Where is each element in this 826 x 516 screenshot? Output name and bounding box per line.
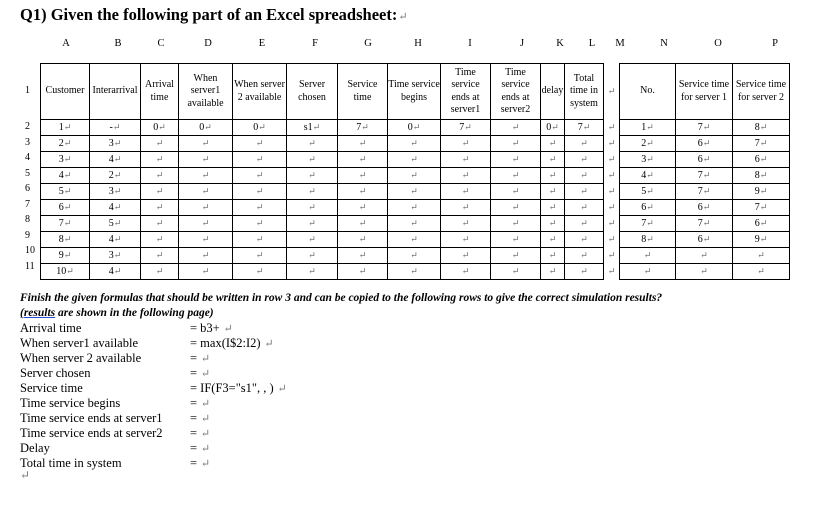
cell-g[interactable]: ↵ (338, 184, 388, 200)
row-number: 5 (25, 167, 30, 179)
cell-k[interactable]: 0↵ (541, 120, 565, 136)
cell-n[interactable]: 5↵ (620, 184, 676, 200)
cell-e[interactable]: ↵ (233, 136, 287, 152)
cell-o[interactable]: 7↵ (676, 216, 733, 232)
cell-g[interactable]: ↵ (338, 216, 388, 232)
cell-p[interactable]: 8↵ (733, 120, 790, 136)
cell-g[interactable]: 7↵ (338, 120, 388, 136)
cell-p[interactable]: 6↵ (733, 216, 790, 232)
cell-f[interactable]: ↵ (287, 216, 338, 232)
cell-j[interactable]: ↵ (491, 184, 541, 200)
row-number: 1 (25, 85, 30, 96)
cell-e[interactable]: ↵ (233, 152, 287, 168)
separator-cell: ↵ (604, 216, 620, 232)
header-server1-available: When server1 available (179, 64, 233, 120)
cell-j[interactable]: ↵ (491, 216, 541, 232)
table-row (41, 232, 790, 248)
row-number: 6 (25, 183, 30, 194)
cell-l[interactable]: ↵ (565, 152, 604, 168)
cell-p[interactable]: 6↵ (733, 152, 790, 168)
cell-p[interactable]: 8↵ (733, 168, 790, 184)
cell-b[interactable]: 5↵ (90, 216, 141, 232)
formula-value[interactable]: = ↵ (190, 396, 211, 410)
cell-j[interactable]: ↵ (491, 264, 541, 280)
cell-c[interactable]: ↵ (141, 264, 179, 280)
cell-i[interactable]: ↵ (441, 216, 491, 232)
cell-o[interactable]: 6↵ (676, 136, 733, 152)
separator-cell: ↵ (604, 136, 620, 152)
cell-h[interactable]: ↵ (388, 232, 441, 248)
cell-b[interactable]: 3↵ (90, 136, 141, 152)
cell-f[interactable]: ↵ (287, 136, 338, 152)
cell-i[interactable]: ↵ (441, 152, 491, 168)
question-text: Finish the given formulas that should be written in row 3 and can be copied to the following rows to give the correct simulation results? (results are shown in the following page) (20, 292, 663, 319)
cell-l[interactable]: 7↵ (565, 120, 604, 136)
cell-i[interactable]: ↵ (441, 184, 491, 200)
cell-i[interactable]: ↵ (441, 136, 491, 152)
cell-k[interactable]: ↵ (541, 232, 565, 248)
cell-i[interactable]: 7↵ (441, 120, 491, 136)
cell-d[interactable]: ↵ (179, 152, 233, 168)
table-row (41, 216, 790, 232)
separator-cell: ↵ (604, 248, 620, 264)
cell-l[interactable]: ↵ (565, 184, 604, 200)
cell-d[interactable]: ↵ (179, 248, 233, 264)
cell-d[interactable]: ↵ (179, 216, 233, 232)
cell-o[interactable]: 6↵ (676, 232, 733, 248)
header-row (41, 64, 790, 120)
cell-n[interactable]: 8↵ (620, 232, 676, 248)
cell-e[interactable]: 0↵ (233, 120, 287, 136)
cell-a[interactable]: 1↵ (41, 120, 90, 136)
cell-k[interactable]: ↵ (541, 216, 565, 232)
header-ends-server1: Time service ends at server1 (441, 64, 491, 120)
separator-cell: ↵ (604, 232, 620, 248)
cell-d[interactable]: ↵ (179, 136, 233, 152)
cell-j[interactable]: ↵ (491, 248, 541, 264)
row-number: 4 (25, 152, 30, 163)
cell-e[interactable]: ↵ (233, 184, 287, 200)
table-row (41, 264, 790, 280)
cell-j[interactable]: ↵ (491, 136, 541, 152)
column-letter: A (62, 38, 70, 49)
separator-cell: ↵ (604, 120, 620, 136)
cell-b[interactable]: 4↵ (90, 200, 141, 216)
table-row (41, 136, 790, 152)
cell-e[interactable]: ↵ (233, 200, 287, 216)
cell-a[interactable]: 10↵ (41, 264, 90, 280)
cell-l[interactable]: ↵ (565, 216, 604, 232)
cell-e[interactable]: ↵ (233, 232, 287, 248)
cell-n[interactable]: 7↵ (620, 216, 676, 232)
row-number: 7 (25, 198, 30, 210)
formula-label: Server chosen (20, 366, 91, 380)
cell-n[interactable]: 2↵ (620, 136, 676, 152)
cell-b[interactable]: 3↵ (90, 184, 141, 200)
cell-o[interactable]: ↵ (676, 264, 733, 280)
header-server2-available: When server 2 available (233, 64, 287, 120)
formula-value[interactable]: = ↵ (190, 426, 211, 440)
cell-l[interactable]: ↵ (565, 200, 604, 216)
cell-b[interactable]: 4↵ (90, 264, 141, 280)
row-number: 8 (25, 214, 30, 225)
cell-l[interactable]: ↵ (565, 136, 604, 152)
cell-f[interactable]: ↵ (287, 152, 338, 168)
cell-h[interactable]: ↵ (388, 184, 441, 200)
row-number: 9 (25, 229, 30, 241)
cell-l[interactable]: ↵ (565, 248, 604, 264)
cell-b[interactable]: 3↵ (90, 248, 141, 264)
separator-cell: ↵ (604, 264, 620, 280)
row-number: 2 (25, 121, 30, 132)
cell-d[interactable]: ↵ (179, 232, 233, 248)
formula-label: Time service begins (20, 396, 121, 410)
cell-a[interactable]: 7↵ (41, 216, 90, 232)
paragraph-mark: ↵ (20, 468, 31, 482)
column-letter: M (615, 38, 625, 49)
cell-n[interactable]: 6↵ (620, 200, 676, 216)
cell-l[interactable]: ↵ (565, 232, 604, 248)
cell-f[interactable]: ↵ (287, 168, 338, 184)
cell-a[interactable]: 3↵ (41, 152, 90, 168)
cell-f[interactable]: ↵ (287, 232, 338, 248)
column-letter: C (157, 38, 165, 49)
cell-c[interactable]: 0↵ (141, 120, 179, 136)
cell-a[interactable]: 5↵ (41, 184, 90, 200)
table-row (41, 152, 790, 168)
cell-p[interactable]: 7↵ (733, 136, 790, 152)
formula-value[interactable]: = IF(F3="s1", , ) ↵ (190, 381, 287, 395)
formula-value[interactable]: = ↵ (190, 456, 211, 470)
cell-b[interactable]: -↵ (90, 120, 141, 136)
column-letter: E (258, 38, 266, 49)
cell-c[interactable]: ↵ (141, 184, 179, 200)
formula-value[interactable]: = max(I$2:I2) ↵ (190, 336, 274, 350)
cell-a[interactable]: 8↵ (41, 232, 90, 248)
formula-value[interactable]: = ↵ (190, 441, 211, 455)
page-title: Q1) Given the following part of an Excel spreadsheet:↵ (20, 5, 408, 24)
cell-a[interactable]: 4↵ (41, 168, 90, 184)
spreadsheet-table (40, 63, 790, 280)
header-service-time-s2: Service time for server 2 (733, 64, 790, 120)
cell-b[interactable]: 2↵ (90, 168, 141, 184)
column-letter: L (588, 38, 596, 49)
cell-f[interactable]: s1↵ (287, 120, 338, 136)
cell-a[interactable]: 6↵ (41, 200, 90, 216)
formula-value[interactable]: = ↵ (190, 366, 211, 380)
cell-k[interactable]: ↵ (541, 248, 565, 264)
cell-f[interactable]: ↵ (287, 184, 338, 200)
cell-g[interactable]: ↵ (338, 136, 388, 152)
cell-h[interactable]: ↵ (388, 168, 441, 184)
header-server-chosen: Server chosen (287, 64, 338, 120)
formula-value[interactable]: = ↵ (190, 411, 211, 425)
formula-value[interactable]: = ↵ (190, 351, 211, 365)
formula-label: When server1 available (20, 336, 138, 350)
cell-f[interactable]: ↵ (287, 200, 338, 216)
cell-n[interactable]: 1↵ (620, 120, 676, 136)
cell-i[interactable]: ↵ (441, 168, 491, 184)
cell-d[interactable]: 0↵ (179, 120, 233, 136)
table-row (41, 200, 790, 216)
cell-j[interactable]: ↵ (491, 200, 541, 216)
cell-n[interactable]: ↵ (620, 264, 676, 280)
cell-h[interactable]: ↵ (388, 136, 441, 152)
table-row (41, 168, 790, 184)
cell-e[interactable]: ↵ (233, 168, 287, 184)
header-service-time-s1: Service time for server 1 (676, 64, 733, 120)
separator-cell: ↵ (604, 152, 620, 168)
cell-g[interactable]: ↵ (338, 264, 388, 280)
cell-h[interactable]: 0↵ (388, 120, 441, 136)
cell-j[interactable]: ↵ (491, 152, 541, 168)
formula-label: Time service ends at server1 (20, 411, 163, 425)
cell-n[interactable]: 4↵ (620, 168, 676, 184)
cell-e[interactable]: ↵ (233, 248, 287, 264)
cell-a[interactable]: 2↵ (41, 136, 90, 152)
cell-c[interactable]: ↵ (141, 136, 179, 152)
formula-label: Service time (20, 381, 83, 395)
cell-g[interactable]: ↵ (338, 248, 388, 264)
row-number: 11 (25, 260, 35, 272)
cell-f[interactable]: ↵ (287, 248, 338, 264)
table-row (41, 248, 790, 264)
row-number: 10 (25, 245, 35, 256)
column-letter: P (772, 38, 778, 49)
header-service-time: Service time (338, 64, 388, 120)
cell-o[interactable]: 7↵ (676, 168, 733, 184)
cell-p[interactable]: ↵ (733, 248, 790, 264)
cell-k[interactable]: ↵ (541, 184, 565, 200)
separator-cell: ↵ (604, 184, 620, 200)
cell-l[interactable]: ↵ (565, 168, 604, 184)
separator-column: ↵ (604, 64, 620, 120)
column-letter: O (714, 38, 722, 49)
column-letter: D (204, 38, 212, 49)
cell-i[interactable]: ↵ (441, 200, 491, 216)
cell-j[interactable]: ↵ (491, 168, 541, 184)
cell-p[interactable]: 9↵ (733, 232, 790, 248)
cell-d[interactable]: ↵ (179, 264, 233, 280)
column-letter-row (0, 38, 826, 52)
header-delay: delay (541, 64, 565, 120)
cell-p[interactable]: 7↵ (733, 200, 790, 216)
cell-o[interactable]: ↵ (676, 248, 733, 264)
column-letter: G (364, 38, 372, 49)
cell-c[interactable]: ↵ (141, 200, 179, 216)
cell-l[interactable]: ↵ (565, 264, 604, 280)
separator-cell: ↵ (604, 200, 620, 216)
formula-label: Arrival time (20, 321, 82, 335)
cell-d[interactable]: ↵ (179, 184, 233, 200)
cell-g[interactable]: ↵ (338, 232, 388, 248)
cell-o[interactable]: 6↵ (676, 200, 733, 216)
cell-k[interactable]: ↵ (541, 136, 565, 152)
cell-c[interactable]: ↵ (141, 152, 179, 168)
column-letter: I (468, 38, 472, 49)
header-no: No. (620, 64, 676, 120)
cell-h[interactable]: ↵ (388, 216, 441, 232)
cell-i[interactable]: ↵ (441, 248, 491, 264)
formula-value[interactable]: = b3+ ↵ (190, 321, 233, 335)
cell-o[interactable]: 6↵ (676, 152, 733, 168)
cell-n[interactable]: 3↵ (620, 152, 676, 168)
results-link-text: (results (20, 307, 56, 319)
header-interarrival: Interarrival (90, 64, 141, 120)
cell-o[interactable]: 7↵ (676, 184, 733, 200)
header-total-time: Total time in system (565, 64, 604, 120)
column-letter: H (414, 38, 422, 49)
cell-f[interactable]: ↵ (287, 264, 338, 280)
formula-label: Delay (20, 441, 50, 455)
cell-p[interactable]: 9↵ (733, 184, 790, 200)
cell-k[interactable]: ↵ (541, 200, 565, 216)
column-letter: K (556, 38, 564, 49)
column-letter: B (114, 38, 122, 49)
cell-g[interactable]: ↵ (338, 168, 388, 184)
cell-d[interactable]: ↵ (179, 200, 233, 216)
table-row (41, 120, 790, 136)
cell-c[interactable]: ↵ (141, 168, 179, 184)
separator-cell: ↵ (604, 168, 620, 184)
row-number: 3 (25, 136, 30, 148)
table-row (41, 184, 790, 200)
cell-i[interactable]: ↵ (441, 264, 491, 280)
cell-d[interactable]: ↵ (179, 168, 233, 184)
cell-g[interactable]: ↵ (338, 200, 388, 216)
formula-label: Time service ends at server2 (20, 426, 163, 440)
cell-b[interactable]: 4↵ (90, 152, 141, 168)
column-letter: J (519, 38, 525, 49)
cell-j[interactable]: ↵ (491, 232, 541, 248)
cell-k[interactable]: ↵ (541, 152, 565, 168)
cell-c[interactable]: ↵ (141, 232, 179, 248)
cell-g[interactable]: ↵ (338, 152, 388, 168)
cell-j[interactable]: ↵ (491, 120, 541, 136)
formula-label: Total time in system (20, 456, 122, 470)
cell-n[interactable]: ↵ (620, 248, 676, 264)
formula-label: When server 2 available (20, 351, 142, 365)
header-customer: Customer (41, 64, 90, 120)
cell-h[interactable]: ↵ (388, 248, 441, 264)
cell-c[interactable]: ↵ (141, 248, 179, 264)
cell-c[interactable]: ↵ (141, 216, 179, 232)
cell-k[interactable]: ↵ (541, 264, 565, 280)
cell-h[interactable]: ↵ (388, 264, 441, 280)
header-arrival-time: Arrival time (141, 64, 179, 120)
column-letter: N (660, 38, 668, 49)
cell-b[interactable]: 4↵ (90, 232, 141, 248)
cell-h[interactable]: ↵ (388, 200, 441, 216)
cell-p[interactable]: ↵ (733, 264, 790, 280)
cell-i[interactable]: ↵ (441, 232, 491, 248)
cell-k[interactable]: ↵ (541, 168, 565, 184)
column-letter: F (312, 38, 318, 49)
cell-e[interactable]: ↵ (233, 264, 287, 280)
header-service-begins: Time service begins (388, 64, 441, 120)
cell-o[interactable]: 7↵ (676, 120, 733, 136)
cell-a[interactable]: 9↵ (41, 248, 90, 264)
header-ends-server2: Time service ends at server2 (491, 64, 541, 120)
cell-h[interactable]: ↵ (388, 152, 441, 168)
cell-e[interactable]: ↵ (233, 216, 287, 232)
